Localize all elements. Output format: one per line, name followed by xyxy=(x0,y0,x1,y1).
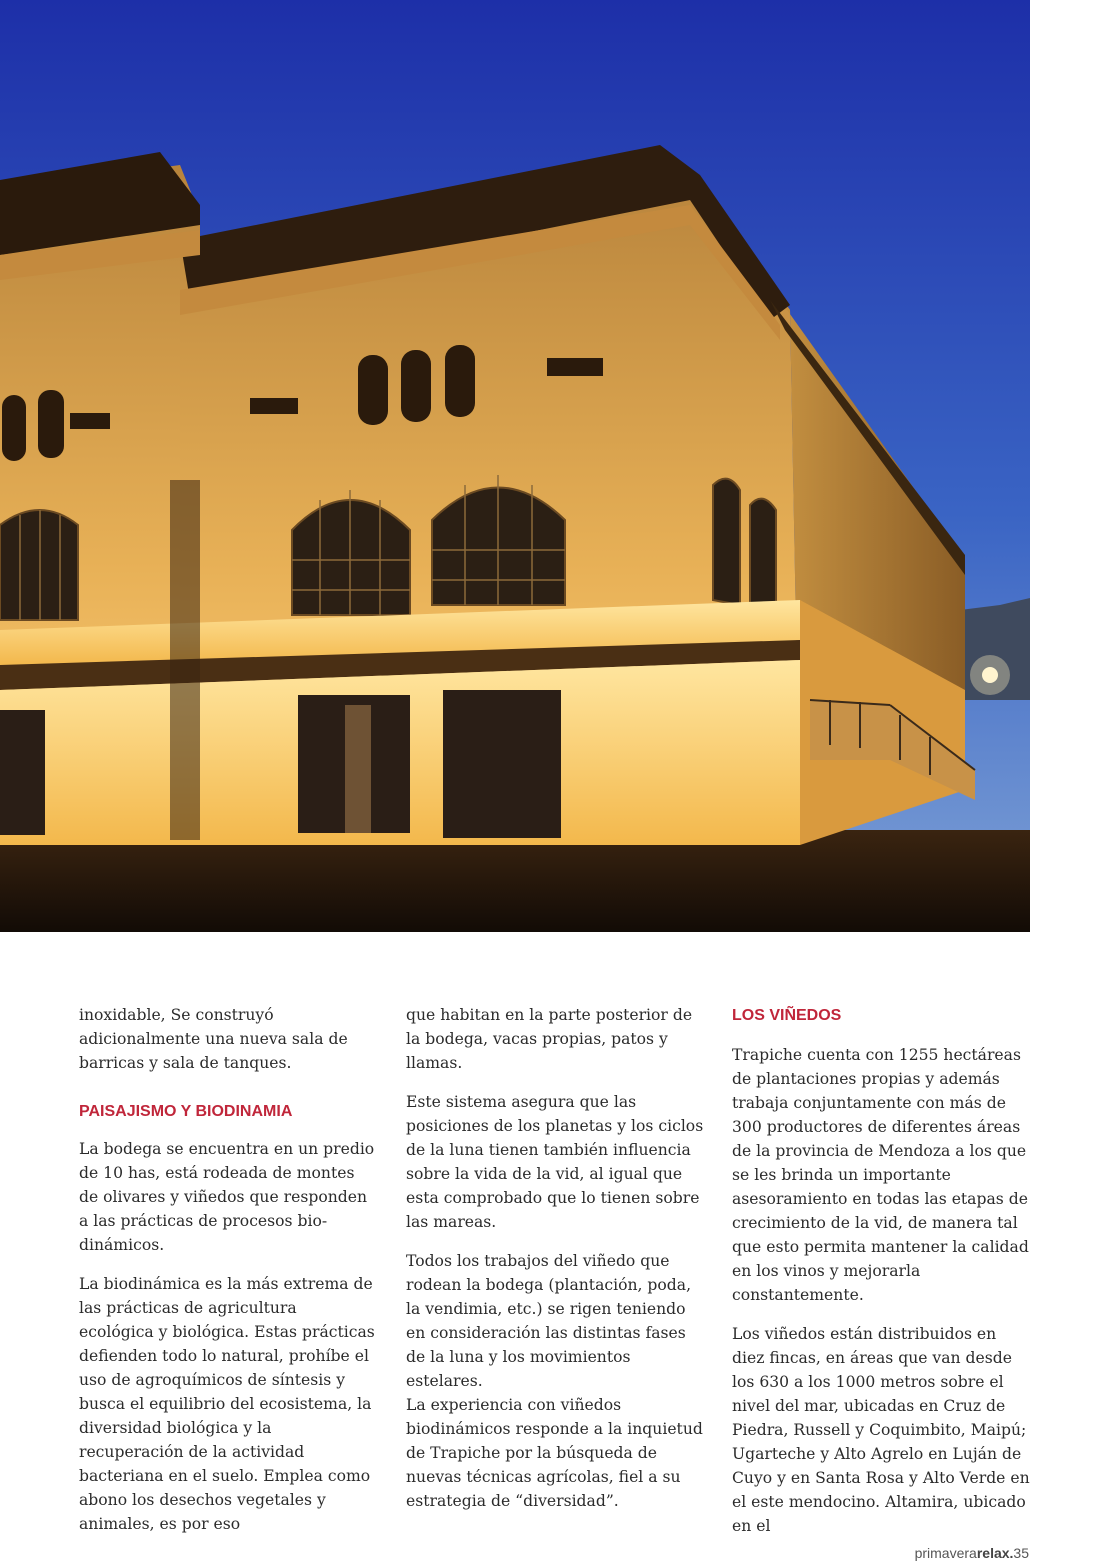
folio-separator: . xyxy=(1009,1545,1014,1561)
folio-season: primavera xyxy=(914,1545,977,1561)
paragraph: La bodega se encuentra en un predio de 10 has, está rodeada de montes de olivares y viñedos que responden a las prácticas de procesos bio-dinámicos. xyxy=(79,1140,375,1254)
section-heading-paisajismo: PAISAJISMO Y BIODINAMIA xyxy=(79,1103,293,1120)
paragraph: Este sistema asegura que las posiciones de los planetas y los ciclos de la luna tienen también influencia sobre la vida de la vid, al igual que esta comprobado que lo tienen sobre las mareas. xyxy=(406,1093,704,1231)
column-1 xyxy=(79,1003,375,1536)
paragraph: que habitan en la parte posterior de la bodega, vacas propias, patos y llamas. xyxy=(406,1006,693,1072)
ground xyxy=(0,830,1030,932)
page-folio xyxy=(915,1545,1029,1561)
paragraph: Trapiche cuenta con 1255 hectáreas de plantaciones propias y además trabaja conjuntamente con más de 300 productores de diferentes áreas de la provincia de Mendoza a los que se les brinda un importante asesoramiento en todas las etapas de crecimiento de la vid, de manera tal que esto permita mantener la calidad en los vinos y mejorarla constantemente. xyxy=(732,1046,1029,1304)
paragraph: Los viñedos están distribuidos en diez fincas, en áreas que van desde los 630 a los 1000 metros sobre el nivel del mar, ubicadas en Cruz de Piedra, Russell y Coquimbito, Maipú; Ugarteche y Alto Agrelo en Luján de Cuyo y en Santa Rosa y Alto Verde en el este mendocino. Altamira, ubicado en el xyxy=(732,1325,1030,1535)
column-3 xyxy=(732,1003,1032,1538)
paragraph: Todos los trabajos del viñedo que rodean la bodega (plantación, poda, la vendimia, etc.) se rigen teniendo en consideración las distintas fases de la luna y los movimientos estelares. xyxy=(406,1252,692,1390)
paragraph: inoxidable, Se construyó adicionalmente una nueva sala de barricas y sala de tanques. xyxy=(79,1006,348,1072)
folio-magazine: relax xyxy=(976,1545,1010,1561)
column-2 xyxy=(406,1003,706,1513)
paragraph: La experiencia con viñedos biodinámicos responde a la inquietud de Trapiche por la búsqueda de nuevas técnicas agrícolas, fiel a su estrategia de “diversidad”. xyxy=(406,1396,703,1510)
section-heading-vinedos: LOS VIÑEDOS xyxy=(732,1007,842,1024)
page-number: 35 xyxy=(1013,1545,1029,1561)
paragraph: La biodinámica es la más extrema de las prácticas de agricultura ecológica y biológica. Estas prácticas defienden todo lo natural, prohíbe el uso de agroquímicos de síntesis y busca el equilibrio del ecosistema, la diversidad biológica y la recuperación de la actividad bacteriana en el suelo. Emplea como abono los desechos vegetales y animales, es por eso xyxy=(79,1275,375,1533)
